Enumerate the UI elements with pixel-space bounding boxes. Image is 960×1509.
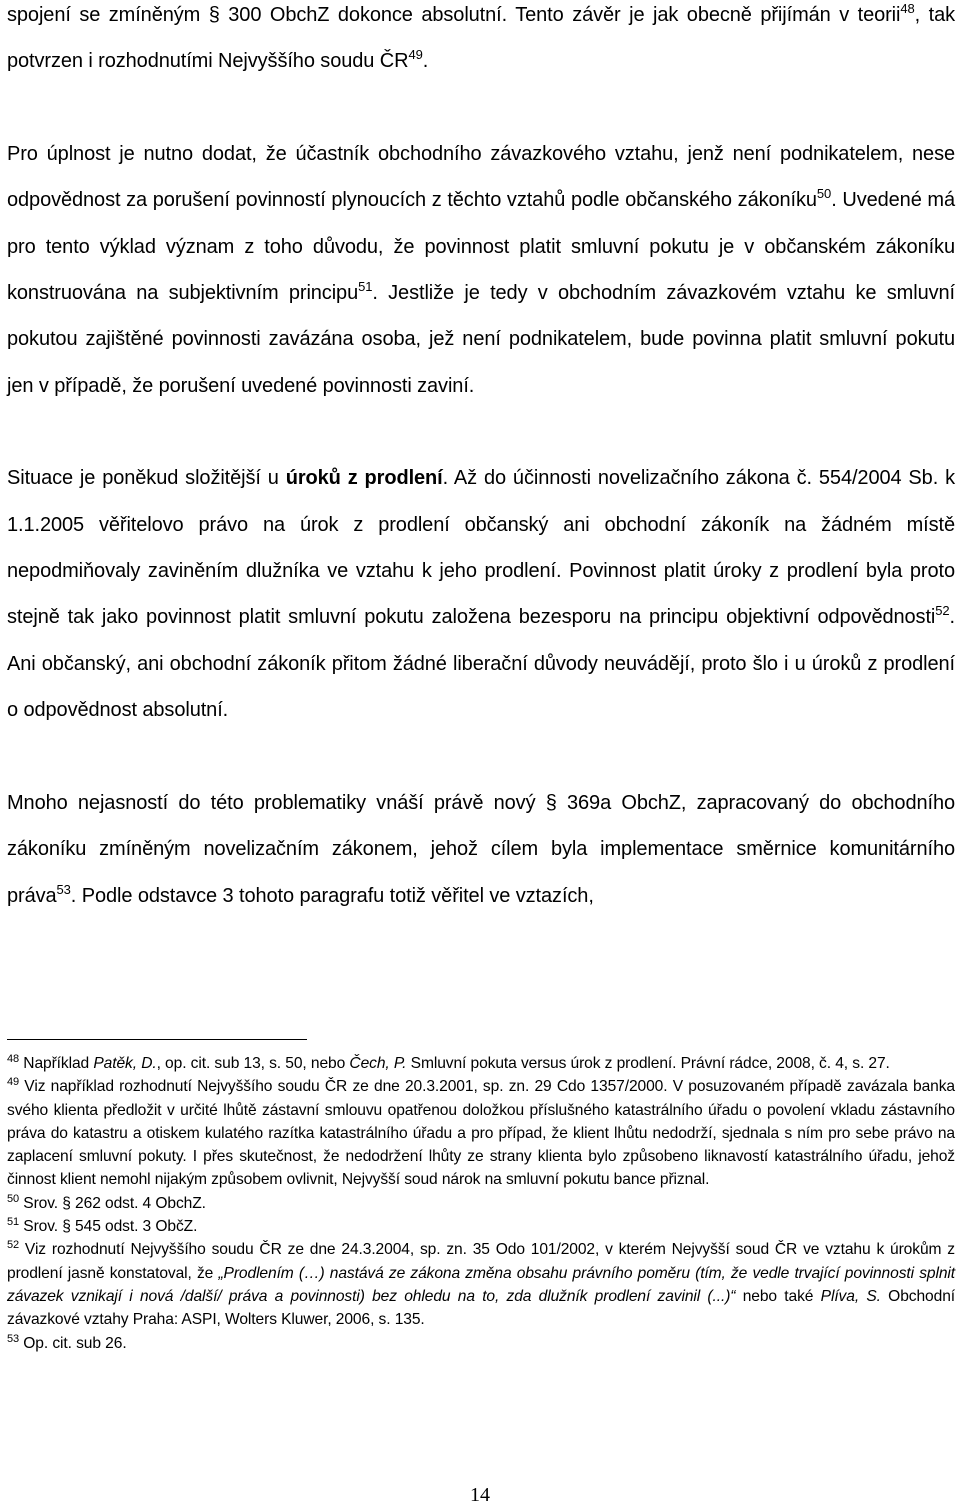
footnote-number: 50 [7,1192,20,1205]
paragraph-3 [7,455,955,733]
footnote-ref-48[interactable]: 48 [900,1,915,16]
document-page [7,0,956,1352]
footnote-ref-50[interactable]: 50 [816,186,832,202]
footnote-49 [7,1075,955,1191]
footnote-52 [7,1238,955,1331]
footnote-text: Srov. § 545 odst. 3 ObčZ. [19,1218,198,1236]
footnote-number: 49 [7,1076,20,1089]
paragraph-text: . Podle odstavce 3 tohoto paragrafu totiž věřitel ve vztazích, [70,884,594,907]
paragraph-text: , tak potvrzen i rozhodnutími Nejvyššího soudu ČR [7,4,956,73]
footnote-ref-52[interactable]: 52 [935,603,950,619]
footnote-ref-53[interactable]: 53 [56,881,71,897]
footnote-text: Srov. § 262 odst. 4 ObchZ. [19,1194,206,1212]
footnote-text: Op. cit. sub 26. [19,1334,127,1352]
footnote-text: Viz rozhodnutí Nejvyššího soudu ČR ze dne 24.3.2004, sp. zn. 35 Odo 101/2002, v kterém Nejvyšší soud ČR ve vztahu k úrokům z prodlení jasně konstatoval, že [7,1241,955,1282]
footnote-ref-49[interactable]: 49 [408,47,423,63]
paragraph-text: . Jestliže je tedy v obchodním závazkovém vztahu ke smluvní pokutou zajištěné povinnosti zavázána osoba, jež není podnikatelem, bude povinna platit smluvní pokutu jen v případě, že porušení uvedené povinnosti zaviní. [7,282,955,397]
page-number: 14 [470,1484,490,1506]
footnote-50 [7,1192,955,1215]
footnote-number: 48 [7,1053,20,1065]
footnote-text: , op. cit. sub 13, s. 50, nebo [156,1055,350,1072]
footnote-text: Například [19,1055,94,1072]
paragraph-2 [7,131,955,409]
footnote-text: Viz například rozhodnutí Nejvyššího soudu ČR ze dne 20.3.2001, sp. zn. 29 Cdo 1357/2000. V posuzovaném případě zavázala banka svého klienta předložit v určité lhůtě zástavní smlouvu opatřenou doložkou příslušného katastrálního úřadu o povolení vkladu zástavního práva do katastru a otiskem kulatého razítka katastrálního úřadu a pro případ, že klient lhůtu nedodrží, sjednala s ním pro sebe právo na zaplacení smluvní pokuty. I přes skutečnost, že nedodržení lhůty ze strany klienta bylo způsobeno liknavostí katastrálního úřadu, jehož činnost klient nemohl nijakým způsobem ovlivnit, Nejvyšší soud nárok na smluvní pokutu bance přiznal. [7,1078,955,1189]
footnote-text: Obchodní závazkové vztahy Praha: ASPI, Wolters Kluwer, 2006, s. 135. [7,1287,956,1329]
paragraph-1 [7,0,955,85]
footnote-number: 51 [7,1216,20,1229]
footnote-number: 52 [7,1239,20,1252]
paragraph-text: spojení se zmíněným § 300 ObchZ dokonce absolutní. Tento závěr je jak obecně přijímán v teorii [7,4,901,26]
paragraph-text: . [422,50,429,73]
footnote-divider [7,1039,307,1040]
paragraph-text: Pro úplnost je nutno dodat, že účastník obchodního závazkového vztahu, jenž není podnikatelem, nese odpovědnost za porušení povinností plynoucích z těchto vztahů podle občanského zákoníku [7,142,955,212]
footnote-48 [7,1052,955,1075]
footnote-quote: „Prodlením (…) nastává ze zákona změna obsahu právního poměru (tím, že vedle trvající povinnosti splnit závazek vznikají i nová /další/ práva a povinnosti) bez ohledu na to, zda dlužník prodlení zavinil (...)“ [7,1264,955,1305]
paragraph-text: Mnoho nejasností do této problematiky vnáší právě nový § 369a ObchZ, zapracovaný do obchodního zákoníku zmíněným novelizačním zákonem, jehož cílem byla implementace směrnice komunitárního práva [7,791,955,907]
paragraph-text: . Ani občanský, ani obchodní zákoník přitom žádné liberační důvody neuvádějí, proto šlo i u úroků z prodlení o odpovědnost absolutní. [7,606,955,722]
footnote-number: 53 [7,1332,20,1345]
footnote-author: Patěk, D. [93,1055,157,1072]
paragraph-text: . Uvedené má pro tento výklad význam z toho důvodu, že povinnost platit smluvní pokutu je v občanském zákoníku konstruována na subjektivním principu [7,189,956,305]
footnote-author: Čech, P. [349,1055,407,1072]
footnote-53 [7,1332,955,1355]
paragraph-4 [7,780,955,919]
footnote-text: nebo také [735,1287,821,1305]
footnote-ref-51[interactable]: 51 [358,279,373,295]
footnote-51 [7,1215,955,1238]
footnote-text: Smluvní pokuta versus úrok z prodlení. Právní rádce, 2008, č. 4, s. 27. [406,1055,890,1072]
footnote-author: Plíva, S. [820,1287,881,1305]
paragraph-text: Situace je poněkud složitější u [7,467,286,490]
paragraph-text: . Až do účinnosti novelizačního zákona č. 554/2004 Sb. k 1.1.2005 věřitelovo právo na úrok z prodlení občanský ani obchodní zákoník na žádném místě nepodmiňovaly zaviněním dlužníka ve vztahu k jeho prodlení. Povinnost platit úroky z prodlení byla proto stejně tak jako povinnost platit smluvní pokutu založena bezesporu na principu objektivní odpovědnosti [7,467,955,629]
footnotes-section [7,1052,955,1355]
bold-term: úroků z prodlení [285,467,443,490]
